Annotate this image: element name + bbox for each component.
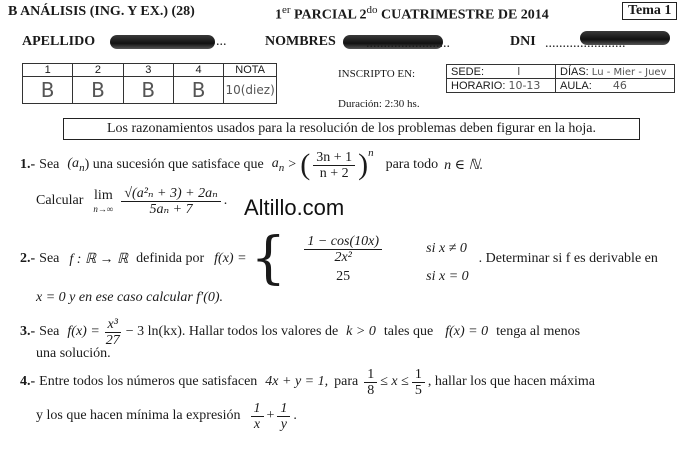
problem-2-line-1: 2.- Sea f : ℝ → ℝ definida por f(x) = { $\frac{1 - \cos(10x)}{\text{2x²}}$ si x ≠ 0 25 si x = 0 . Determinar si f es derivable en <box>20 226 658 291</box>
problem-4-line-2: y los que hacen mínima la expresión $\frac{1}{x}$ + $\frac{1}{y}$ . <box>36 400 297 432</box>
exam-title: 1er PARCIAL $2^{do}$ CUATRIMESTRE DE 2014 <box>275 4 549 23</box>
sede-cell: SEDE: I <box>447 65 556 79</box>
problem-1-line-1: 1.- Sea ($a_n$ ) una sucesión que satisface que $a_n$ > ( $\frac{3n + 1}{n + 2}$ ) $^n$ para todo n ∈ ℕ. <box>20 147 484 181</box>
course-title: B ANÁLISIS (ING. Y EX.) (28) <box>8 4 195 19</box>
problem-1-limit-fraction: $\frac{\text{√(a²ₙ + 3) + 2aₙ}}{\text{5aₙ + 7}}$ <box>121 186 220 217</box>
problem-2-piecewise: $\frac{1 - \cos(10x)}{\text{2x²}}$ si x ≠ 0 25 si x = 0 <box>290 234 469 285</box>
grades-header-row <box>23 64 277 77</box>
nombres-dots: ........................ <box>366 36 450 51</box>
problem-1-line-2: Calcular lim n→∞ $\frac{\text{√(a²ₙ + 3) + 2aₙ}}{\text{5aₙ + 7}}$ . <box>36 185 228 217</box>
aula-value: 46 <box>612 79 627 92</box>
grade-value: B <box>173 77 223 104</box>
dni-label: DNI <box>510 34 536 49</box>
apellido-redaction <box>110 35 215 49</box>
dni-dots: ....................... <box>545 36 626 51</box>
problem-3-number: 3.- <box>20 324 36 339</box>
problem-4-number: 4.- <box>20 374 36 389</box>
sede-value: I <box>517 65 521 78</box>
dias-cell: DÍAS: Lu - Mier - Juev <box>556 65 675 79</box>
aula-cell: AULA: 46 <box>556 79 675 93</box>
grade-header: 3 <box>123 64 173 77</box>
horario-cell: HORARIO: 10-13 <box>447 79 556 93</box>
watermark: Altillo.com <box>244 195 345 220</box>
problem-2-number: 2.- <box>20 251 36 266</box>
grades-value-row <box>23 77 277 104</box>
problem-1-fraction: $\frac{3n + 1}{n + 2}$ <box>313 150 355 181</box>
instructions-note: Los razonamientos usados para la resolución de los problemas deben figurar en la hoja. <box>63 118 640 140</box>
grade-nota: 10(diez) <box>224 77 277 104</box>
tema-label: Tema 1 <box>622 2 677 20</box>
horario-value: 10-13 <box>508 79 541 92</box>
problem-3-line-2: una solución. <box>36 346 111 361</box>
problem-1-number: 1.- <box>20 157 36 172</box>
grade-header: NOTA <box>224 64 277 77</box>
problem-3-fraction: $\frac{\text{x³}}{27}$ <box>105 316 120 348</box>
grade-header: 1 <box>23 64 73 77</box>
grade-header: 4 <box>173 64 223 77</box>
nombres-label: NOMBRES <box>265 34 336 49</box>
inscripto-label: INSCRIPTO EN: <box>338 68 416 80</box>
apellido-label: APELLIDO <box>22 34 96 49</box>
grade-header: 2 <box>73 64 123 77</box>
grade-value: B <box>23 77 73 104</box>
inscripto-table <box>446 64 675 93</box>
grades-table <box>22 63 277 104</box>
apellido-dots: ... <box>216 34 227 49</box>
grade-value: B <box>123 77 173 104</box>
dias-value: Lu - Mier - Juev <box>591 66 667 78</box>
problem-2-line-2: x = 0 y en ese caso calcular f′(0). <box>36 290 224 305</box>
problem-4-line-1: 4.- Entre todos los números que satisfacen 4x + y = 1, para $\frac{1}{8}$ ≤ x ≤ $\frac{1}{5}$ , hallar los que hacen máxima <box>20 366 595 398</box>
grade-value: B <box>73 77 123 104</box>
problem-3-line-1: 3.- Sea f(x) = $\frac{\text{x³}}{27}$ − 3 ln(kx). Hallar todos los valores de k > 0 tales que f(x) = 0 tenga al menos <box>20 316 581 348</box>
duracion-label: Duración: 2:30 hs. <box>338 98 420 110</box>
